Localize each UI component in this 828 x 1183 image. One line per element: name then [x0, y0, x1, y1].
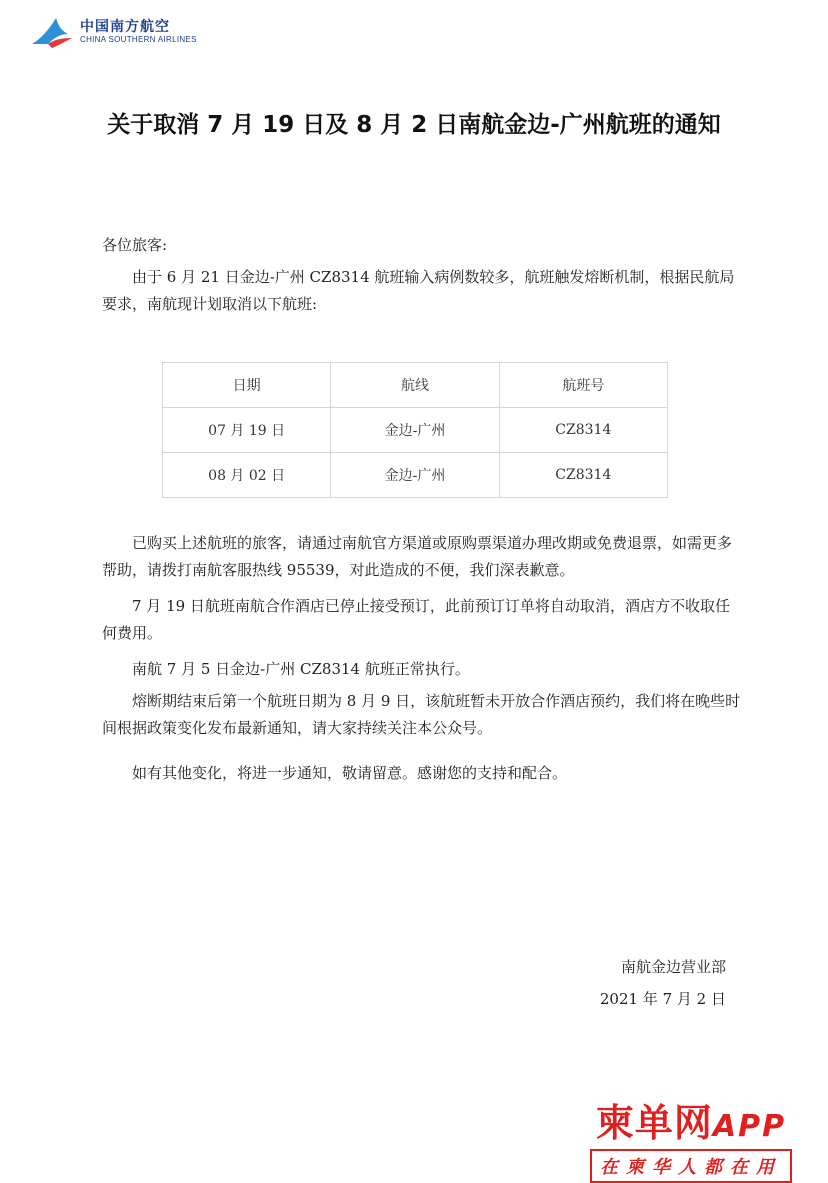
paragraph-hotel: 7 月 19 日航班南航合作酒店已停止接受预订，此前预订订单将自动取消，酒店方不收取任何费用。 — [102, 597, 730, 642]
watermark-name: 柬单网 — [595, 1101, 713, 1145]
cell-route: 金边-广州 — [331, 408, 499, 453]
signature-date: 2021 年 7 月 2 日 — [599, 990, 726, 1008]
paragraph-refund: 已购买上述航班的旅客，请通过南航官方渠道或原购票渠道办理改期或免费退票，如需更多帮助，请拨打南航客服热线 95539，对此造成的不便，我们深表歉意。 — [102, 534, 733, 579]
paragraph-closing: 如有其他变化，将进一步通知，敬请留意。感谢您的支持和配合。 — [132, 764, 568, 782]
cell-flight-number: CZ8314 — [499, 453, 667, 498]
paragraph-normal-flight: 南航 7 月 5 日金边-广州 CZ8314 航班正常执行。 — [132, 660, 470, 678]
greeting: 各位旅客: — [102, 236, 168, 254]
table-row — [163, 408, 668, 453]
table-header-row — [163, 363, 668, 408]
watermark — [566, 1092, 816, 1183]
cell-route: 金边-广州 — [331, 453, 499, 498]
table-row — [163, 453, 668, 498]
paragraph-next-flight: 熔断期结束后第一个航班日期为 8 月 9 日，该航班暂未开放合作酒店预约，我们将在晚些时间根据政策变化发布最新通知，请大家持续关注本公众号。 — [102, 692, 741, 737]
watermark-brand — [566, 1092, 816, 1147]
signature-org: 南航金边营业部 — [620, 958, 726, 976]
logo-chinese-name: 中国南方航空 — [80, 19, 170, 36]
airline-logo — [30, 14, 197, 50]
cell-flight-number: CZ8314 — [499, 408, 667, 453]
cancelled-flights-table — [162, 362, 668, 498]
watermark-app: APP — [712, 1109, 787, 1144]
header-flight-number: 航班号 — [499, 363, 667, 408]
header-route: 航线 — [331, 363, 499, 408]
cell-date: 07 月 19 日 — [163, 408, 331, 453]
watermark-slogan: 在柬华人都在用 — [590, 1149, 792, 1183]
header-date: 日期 — [163, 363, 331, 408]
cell-date: 08 月 02 日 — [163, 453, 331, 498]
paragraph-intro: 由于 6 月 21 日金边-广州 CZ8314 航班输入病例数较多，航班触发熔断机制，根据民航局要求，南航现计划取消以下航班: — [102, 268, 735, 313]
bird-logo-icon — [30, 14, 74, 50]
notice-title: 关于取消 7 月 19 日及 8 月 2 日南航金边-广州航班的通知 — [107, 112, 721, 138]
logo-english-name: CHINA SOUTHERN AIRLINES — [80, 35, 197, 45]
